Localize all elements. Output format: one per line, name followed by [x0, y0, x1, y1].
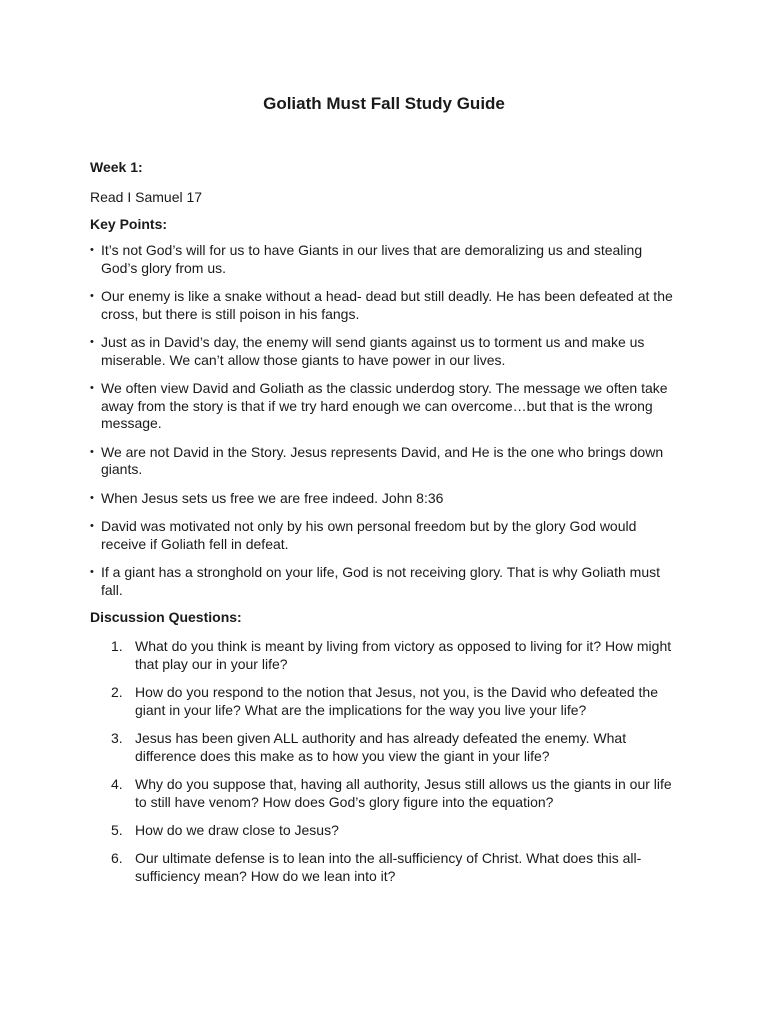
key-point-text: When Jesus sets us free we are free indeed. John 8:36	[101, 489, 444, 506]
key-point-text: Just as in David’s day, the enemy will send giants against us to torment us and make us miserable. We can’t allow those giants to have power in our lives.	[101, 334, 645, 368]
bullet-icon: •	[90, 336, 94, 348]
list-item	[90, 564, 678, 599]
question-text: Our ultimate defense is to lean into the all-sufficiency of Christ. What does this all-sufficiency mean? How do we lean into it?	[135, 850, 642, 884]
discussion-questions-list	[90, 637, 678, 885]
key-points-list	[90, 242, 678, 599]
list-item	[90, 334, 678, 369]
list-item	[90, 849, 678, 885]
question-text: Why do you suppose that, having all authority, Jesus still allows us the giants in our life to still have venom? How does God’s glory figure into the equation?	[135, 776, 672, 810]
bullet-icon: •	[90, 244, 94, 256]
list-item	[90, 683, 678, 719]
question-number: 2.	[111, 684, 123, 700]
list-item	[90, 518, 678, 553]
list-item	[90, 444, 678, 479]
reading-assignment: Read I Samuel 17	[90, 189, 203, 205]
question-number: 3.	[111, 730, 123, 746]
key-point-text: Our enemy is like a snake without a head- dead but still deadly. He has been defeated at the cross, but there is still poison in his fangs.	[101, 288, 673, 322]
question-number: 1.	[111, 638, 123, 654]
list-item	[90, 380, 678, 433]
list-item	[90, 637, 678, 673]
key-point-text: If a giant has a stronghold on your life, God is not receiving glory. That is why Goliath must fall.	[101, 564, 660, 598]
week-heading: Week 1:	[90, 159, 143, 175]
list-item	[90, 821, 678, 839]
list-item	[90, 288, 678, 323]
question-text: How do we draw close to Jesus?	[135, 822, 339, 838]
key-point-text: David was motivated not only by his own personal freedom but by the glory God would receive if Goliath fell in defeat.	[101, 518, 637, 552]
discussion-questions-heading: Discussion Questions:	[90, 609, 242, 625]
question-number: 5.	[111, 822, 123, 838]
key-point-text: We often view David and Goliath as the classic underdog story. The message we often take away from the story is that if we try hard enough we can overcome…but that is the wrong message.	[101, 380, 668, 431]
bullet-icon: •	[90, 290, 94, 302]
bullet-icon: •	[90, 520, 94, 532]
key-point-text: It’s not God’s will for us to have Giants in our lives that are demoralizing us and stealing God’s glory from us.	[101, 242, 643, 276]
question-number: 6.	[111, 850, 123, 866]
key-point-text: We are not David in the Story. Jesus represents David, and He is the one who brings down giants.	[101, 443, 664, 477]
page-title: Goliath Must Fall Study Guide	[263, 94, 505, 113]
question-text: What do you think is meant by living from victory as opposed to living for it? How might that play our in your life?	[135, 638, 672, 672]
key-points-heading: Key Points:	[90, 216, 168, 232]
question-text: Jesus has been given ALL authority and has already defeated the enemy. What difference does this make as to how you view the giant in your life?	[135, 730, 627, 764]
list-item	[90, 775, 678, 811]
list-item	[90, 729, 678, 765]
bullet-icon: •	[90, 566, 94, 578]
bullet-icon: •	[90, 491, 94, 504]
list-item	[90, 242, 678, 277]
list-item	[90, 490, 678, 508]
bullet-icon: •	[90, 382, 94, 394]
bullet-icon: •	[90, 445, 94, 458]
question-text: How do you respond to the notion that Jesus, not you, is the David who defeated the giant in your life? What are the implications for the way you live your life?	[135, 684, 659, 718]
question-number: 4.	[111, 776, 123, 792]
